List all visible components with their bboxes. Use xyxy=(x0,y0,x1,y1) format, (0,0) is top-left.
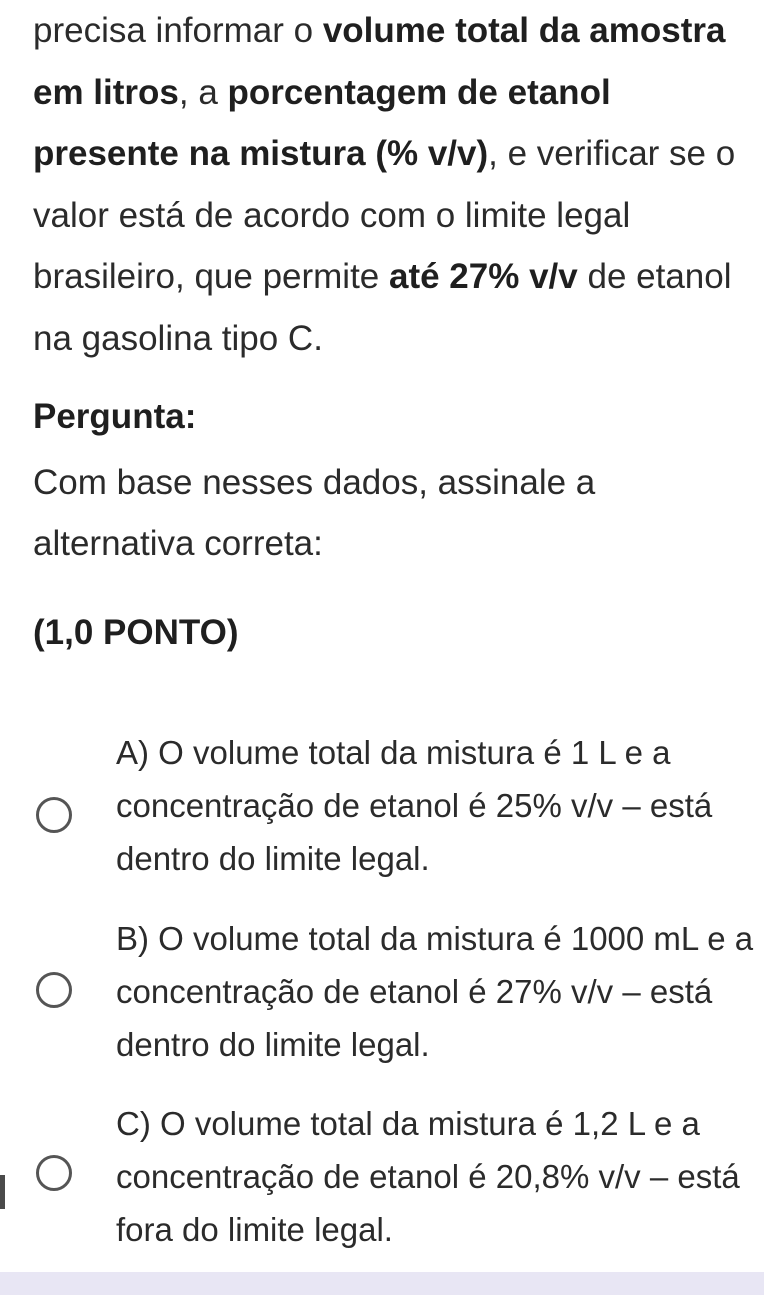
points-label: (1,0 PONTO) xyxy=(33,613,239,652)
intro-bold-limit: até 27% v/v xyxy=(389,257,578,296)
intro-text-2: , a xyxy=(178,72,228,112)
bottom-band xyxy=(0,1272,764,1295)
question-text: Com base nesses dados, assinale a alternativa correta: xyxy=(33,463,596,563)
option-b-radio[interactable] xyxy=(36,972,72,1008)
side-edge-marker xyxy=(0,1175,5,1209)
option-a-label[interactable]: A) O volume total da mistura é 1 L e a concentração de etanol é 25% v/v – está dentro do limite legal. xyxy=(116,734,713,877)
intro-text-4: de etanol na gasolina tipo C. xyxy=(33,257,732,358)
intro-text-3: , e verificar se o valor está de acordo com o limite legal brasileiro, que permite xyxy=(33,134,736,296)
option-c-radio[interactable] xyxy=(36,1155,72,1191)
intro-paragraph xyxy=(33,0,753,369)
option-b-label[interactable]: B) O volume total da mistura é 1000 mL e a concentração de etanol é 27% v/v – está dentro do limite legal. xyxy=(116,920,754,1063)
intro-bold-volume: volume total da amostra em litros xyxy=(33,11,726,112)
intro-text-1: precisa informar o xyxy=(33,11,323,50)
intro-bold-percentage: porcentagem de etanol presente na mistura (% v/v) xyxy=(33,72,611,173)
question-heading: Pergunta: xyxy=(33,397,197,436)
option-c-label[interactable]: C) O volume total da mistura é 1,2 L e a concentração de etanol é 20,8% v/v – está fora do limite legal. xyxy=(116,1105,740,1248)
option-a-radio[interactable] xyxy=(36,797,72,833)
